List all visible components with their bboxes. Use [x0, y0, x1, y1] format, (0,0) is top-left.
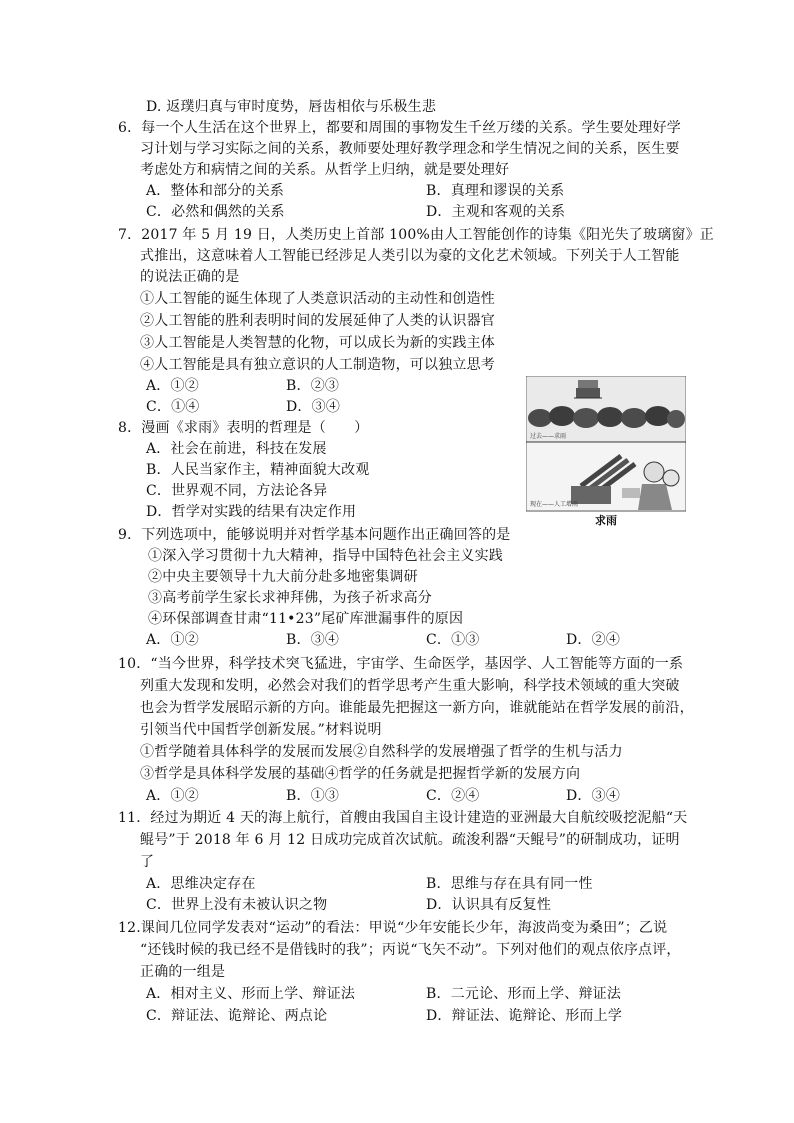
q9-stem: 9．下列选项中，能够说明并对哲学基本问题作出正确回答的是 [118, 527, 511, 543]
q8-option-d: D．哲学对实践的结果有决定作用 [146, 504, 357, 520]
q6-option-a: A．整体和部分的关系 [146, 183, 285, 199]
q9-statement-2: ②中央主要领导十九大前分赴多地密集调研 [148, 569, 418, 585]
q12-stem-3: 正确的一组是 [140, 964, 226, 980]
q7-statement-1: ①人工智能的诞生体现了人类意识活动的主动性和创造性 [140, 291, 495, 307]
cartoon-bottom-panel [527, 443, 685, 510]
q11-option-c: C．世界上没有未被认识之物 [146, 897, 328, 913]
q6-option-b: B．真理和谬误的关系 [426, 183, 565, 199]
q12-stem-1: 12.课间几位同学发表对“运动”的看法：甲说“少年安能长少年，海波尚变为桑田”；乙说 [118, 920, 668, 936]
q11-stem-1: 11．经过为期近 4 天的海上航行，首艘由我国自主设计建造的亚洲最大自航绞吸挖泥船“天 [118, 810, 688, 826]
q6-stem-3: 考虑处方和病情之间的关系。从哲学上归纳，就是要处理好 [140, 162, 510, 178]
q11-option-a: A．思维决定存在 [146, 876, 256, 892]
q6-stem-1: 6．每一个人生活在这个世界上，都要和周围的事物发生千丝万缕的关系。学生要处理好学 [118, 120, 681, 136]
q9-option-a: A．①② [146, 632, 199, 648]
q8-option-b: B．人民当家作主，精神面貌大改观 [146, 462, 370, 478]
cartoon-top-panel [527, 377, 685, 442]
q7-statement-3: ③人工智能是人类智慧的化物，可以成长为新的实践主体 [140, 335, 495, 351]
q9-option-d: D．②④ [566, 632, 621, 648]
q10-stem-3: 也会为哲学发展昭示新的方向。谁能最先把握这一新方向，谁就能站在哲学发展的前沿， [140, 700, 694, 716]
q7-option-a: A．①② [146, 378, 199, 394]
q11-option-b: B．思维与存在具有同一性 [426, 876, 593, 892]
q11-stem-3: 了 [140, 854, 155, 870]
q7-stem-1: 7．2017 年 5 月 19 日，人类历史上首部 100%由人工智能创作的诗集《阳光失了玻璃窗》正 [118, 227, 714, 243]
q7-option-c: C．①④ [146, 399, 200, 415]
q6-option-c: C．必然和偶然的关系 [146, 204, 285, 220]
q9-option-b: B．③④ [286, 632, 340, 648]
q10-statements-2: ③哲学是具体科学发展的基础④哲学的任务就是把握哲学新的发展方向 [140, 766, 581, 782]
q7-statement-2: ②人工智能的胜利表明时间的发展延伸了人类的认识器官 [140, 313, 495, 329]
q8-option-c: C．世界观不同，方法论各异 [146, 483, 328, 499]
q5-option-d: D. 返璞归真与审时度势，唇齿相依与乐极生悲 [146, 99, 437, 115]
q10-stem-4: 引领当代中国哲学创新发展。”材料说明 [140, 722, 382, 738]
q12-stem-2: “还钱时候的我已经不是借钱时的我”；丙说“飞矢不动”。下列对他们的观点依序点评， [140, 942, 681, 958]
q7-option-d: D．③④ [286, 399, 341, 415]
q12-option-d: D．辩证法、诡辩论、形而上学 [426, 1008, 623, 1024]
cartoon-bottom-label: 现在——人工增雨 [530, 501, 579, 508]
q10-option-c: C．②④ [426, 788, 480, 804]
q9-statement-1: ①深入学习贯彻十九大精神，指导中国特色社会主义实践 [148, 548, 503, 564]
q8-option-a: A．社会在前进，科技在发展 [146, 441, 327, 457]
q9-statement-4: ④环保部调查甘肃“11•23”尾矿库泄漏事件的原因 [148, 611, 464, 627]
q7-statement-4: ④人工智能是具有独立意识的人工制造物，可以独立思考 [140, 357, 495, 373]
q11-stem-2: 鲲号”于 2018 年 6 月 12 日成功完成首次试航。疏浚利器“天鲲号”的研制成功，证明 [140, 832, 680, 848]
q6-option-d: D．主观和客观的关系 [426, 204, 566, 220]
q9-option-c: C．①③ [426, 632, 480, 648]
q8-stem: 8．漫画《求雨》表明的哲理是（ ） [118, 420, 369, 436]
cartoon-illustration [526, 376, 686, 528]
cartoon-caption: 求雨 [595, 514, 617, 527]
q10-option-b: B．①③ [286, 788, 340, 804]
q11-option-d: D．认识具有反复性 [426, 897, 552, 913]
q10-stem-1: 10．“当今世界，科学技术突飞猛进，宇宙学、生命医学，基因学、人工智能等方面的一系 [118, 656, 684, 672]
q12-option-b: B．二元论、形而上学、辩证法 [426, 986, 622, 1002]
cartoon-top-label: 过去——求雨 [530, 433, 567, 440]
q10-stem-2: 列重大发现和发明，必然会对我们的哲学思考产生重大影响，科学技术领域的重大突破 [140, 678, 680, 694]
q10-option-d: D．③④ [566, 788, 621, 804]
q7-stem-3: 的说法正确的是 [140, 269, 240, 285]
q7-option-b: B．②③ [286, 378, 340, 394]
q12-option-a: A．相对主义、形而上学、辩证法 [146, 986, 356, 1002]
q12-option-c: C．辩证法、诡辩论、两点论 [146, 1008, 328, 1024]
q10-statements-1: ①哲学随着具体科学的发展而发展②自然科学的发展增强了哲学的生机与活力 [140, 744, 623, 760]
cartoon-qiuyu [526, 376, 686, 528]
q7-stem-2: 式推出，这意味着人工智能已经涉足人类引以为豪的文化艺术领域。下列关于人工智能 [140, 248, 680, 264]
q6-stem-2: 习计划与学习实际之间的关系，教师要处理好教学理念和学生情况之间的关系，医生要 [140, 141, 680, 157]
q9-statement-3: ③高考前学生家长求神拜佛，为孩子祈求高分 [148, 590, 432, 606]
q10-option-a: A．①② [146, 788, 199, 804]
